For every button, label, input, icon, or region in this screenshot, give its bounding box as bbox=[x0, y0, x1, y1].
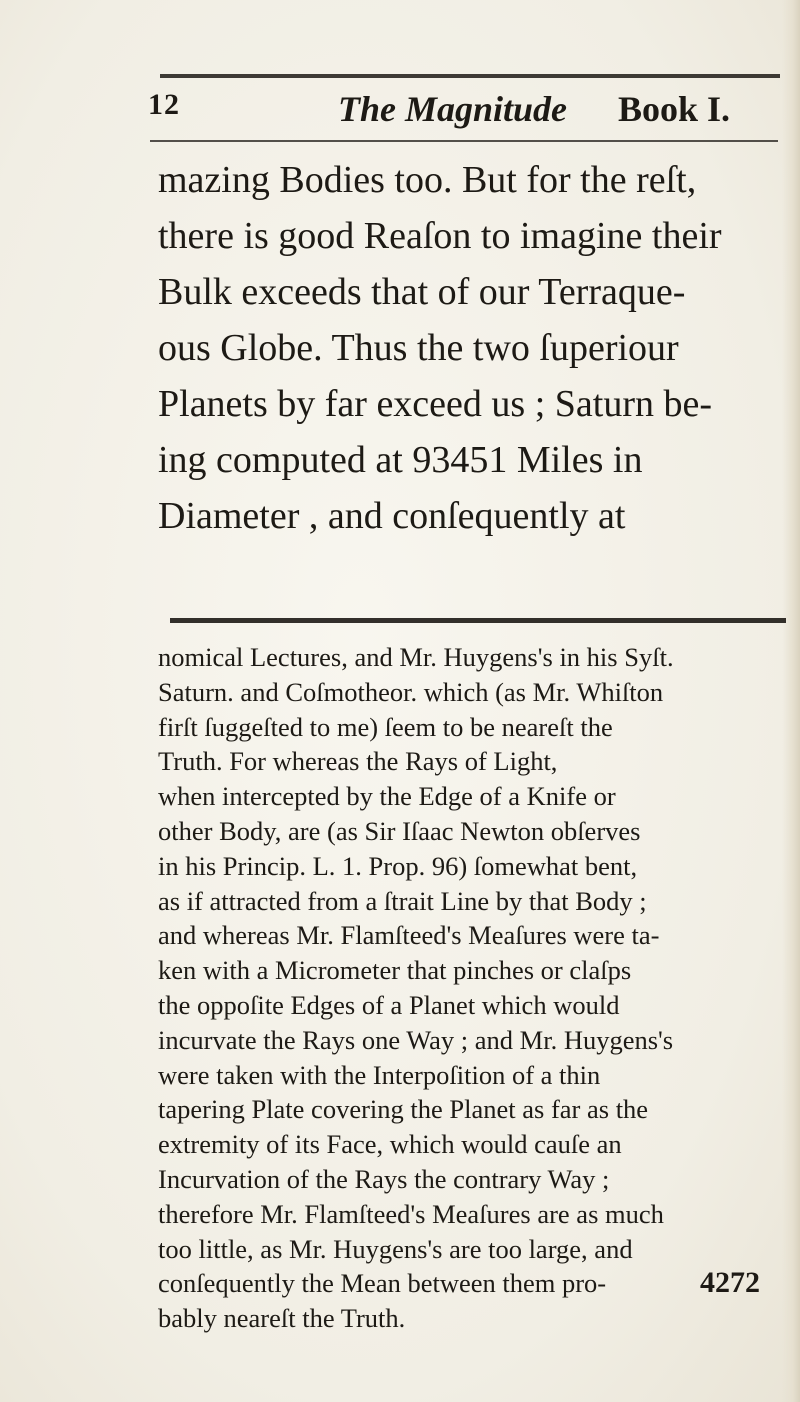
main-text-block bbox=[158, 152, 782, 544]
footnote-line: in his Princip. L. 1. Prop. 96) ſomewhat bent, bbox=[158, 850, 638, 881]
footnote-line: therefore Mr. Flamſteed's Meaſures are as much bbox=[158, 1198, 664, 1229]
footnote-line: incurvate the Rays one Way ; and Mr. Huygens's bbox=[158, 1024, 674, 1055]
footnote-line: Saturn. and Coſmotheor. which (as Mr. Whiſton bbox=[158, 676, 664, 707]
footnote-line: nomical Lectures, and Mr. Huygens's in his Syſt. bbox=[158, 642, 674, 672]
main-text-line: there is good Reaſon to imagine their bbox=[158, 215, 722, 257]
footnote-line: too little, as Mr. Huygens's are too large, and bbox=[158, 1233, 633, 1264]
footnote-line: when intercepted by the Edge of a Knife or bbox=[158, 781, 616, 812]
footnote-line: and whereas Mr. Flamſteed's Meaſures were ta- bbox=[158, 920, 660, 951]
page-number: 12 bbox=[148, 88, 180, 121]
main-text-line: ing computed at 93451 Miles in bbox=[158, 439, 643, 481]
header-rule bbox=[150, 140, 778, 142]
footnote-block bbox=[158, 640, 786, 1336]
footnote-line: ken with a Micrometer that pinches or claſps bbox=[158, 955, 632, 986]
main-text-line: mazing Bodies too. But for the reſt, bbox=[158, 159, 697, 201]
main-text-line: Bulk exceeds that of our Terraque- bbox=[158, 271, 686, 313]
page-header bbox=[148, 88, 800, 132]
footnote-line: tapering Plate covering the Planet as far as the bbox=[158, 1094, 649, 1125]
footnote-line: the oppoſite Edges of a Planet which would bbox=[158, 989, 620, 1020]
footnote-line: were taken with the Interpoſition of a thin bbox=[158, 1059, 601, 1090]
footnote-line: Incurvation of the Rays the contrary Way ; bbox=[158, 1163, 610, 1194]
main-text-line: Planets by far exceed us ; Saturn be- bbox=[158, 383, 712, 425]
book-label: Book I. bbox=[618, 89, 731, 129]
catchword: 4272 bbox=[700, 1266, 760, 1299]
footnote-line: as if attracted from a ſtrait Line by that Body ; bbox=[158, 885, 647, 916]
running-title: The Magnitude bbox=[338, 89, 568, 129]
main-text-line: ous Globe. Thus the two ſuperiour bbox=[158, 327, 679, 369]
footnote-line: extremity of its Face, which would cauſe an bbox=[158, 1129, 622, 1160]
footnote-line: Truth. For whereas the Rays of Light, bbox=[158, 746, 558, 777]
footnote-line: firſt ſuggeſted to me) ſeem to be neareſt the bbox=[158, 711, 613, 742]
footnote-line: bably neareſt the Truth. bbox=[158, 1303, 406, 1334]
footnote-line: conſequently the Mean between them pro- bbox=[158, 1268, 607, 1299]
top-rule bbox=[160, 74, 780, 78]
footnote-rule bbox=[170, 618, 786, 623]
main-text-line: Diameter , and conſequently at bbox=[158, 495, 626, 537]
footnote-line: other Body, are (as Sir Iſaac Newton obſerves bbox=[158, 815, 641, 846]
